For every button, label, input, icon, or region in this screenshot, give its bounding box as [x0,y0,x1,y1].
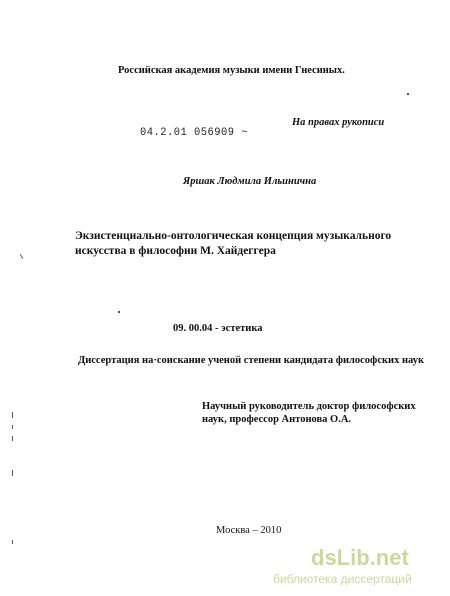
supervisor-line-2: наук, профессор Антонова О.А. [202,414,352,425]
scan-speck [12,412,13,418]
city-year: Москва – 2010 [216,525,282,536]
registration-stamp: 04.2.01 056909 ~ [140,127,248,139]
watermark-tagline: библиотека диссертаций [273,572,412,586]
watermark-logo: dsLib.net [311,545,409,570]
rights-note: На правах рукописи [292,117,385,128]
scan-speck [12,470,13,476]
institution-name: Российская академия музыки имени Гнесиных. [118,65,345,76]
watermark [273,545,445,589]
scan-speck [20,254,23,259]
author-name: Яршак Людмила Ильинична [183,176,317,187]
dissertation-note: Диссертация на·соискание ученой степени кандидата философских наук [78,355,425,366]
scan-speck [12,540,13,544]
dissertation-title-line-2: искусства в философии М. Хайдеггера [75,245,276,257]
scan-speck [12,436,13,441]
specialty-code: 09. 00.04 - эстетика [173,323,263,334]
scan-speck [12,425,13,429]
dissertation-title-line-1: Экзистенциально-онтологическая концепция музыкального [75,230,392,242]
scan-speck [118,311,120,313]
scan-speck [407,93,409,95]
supervisor-line-1: Научный руководитель доктор философских [202,401,416,412]
